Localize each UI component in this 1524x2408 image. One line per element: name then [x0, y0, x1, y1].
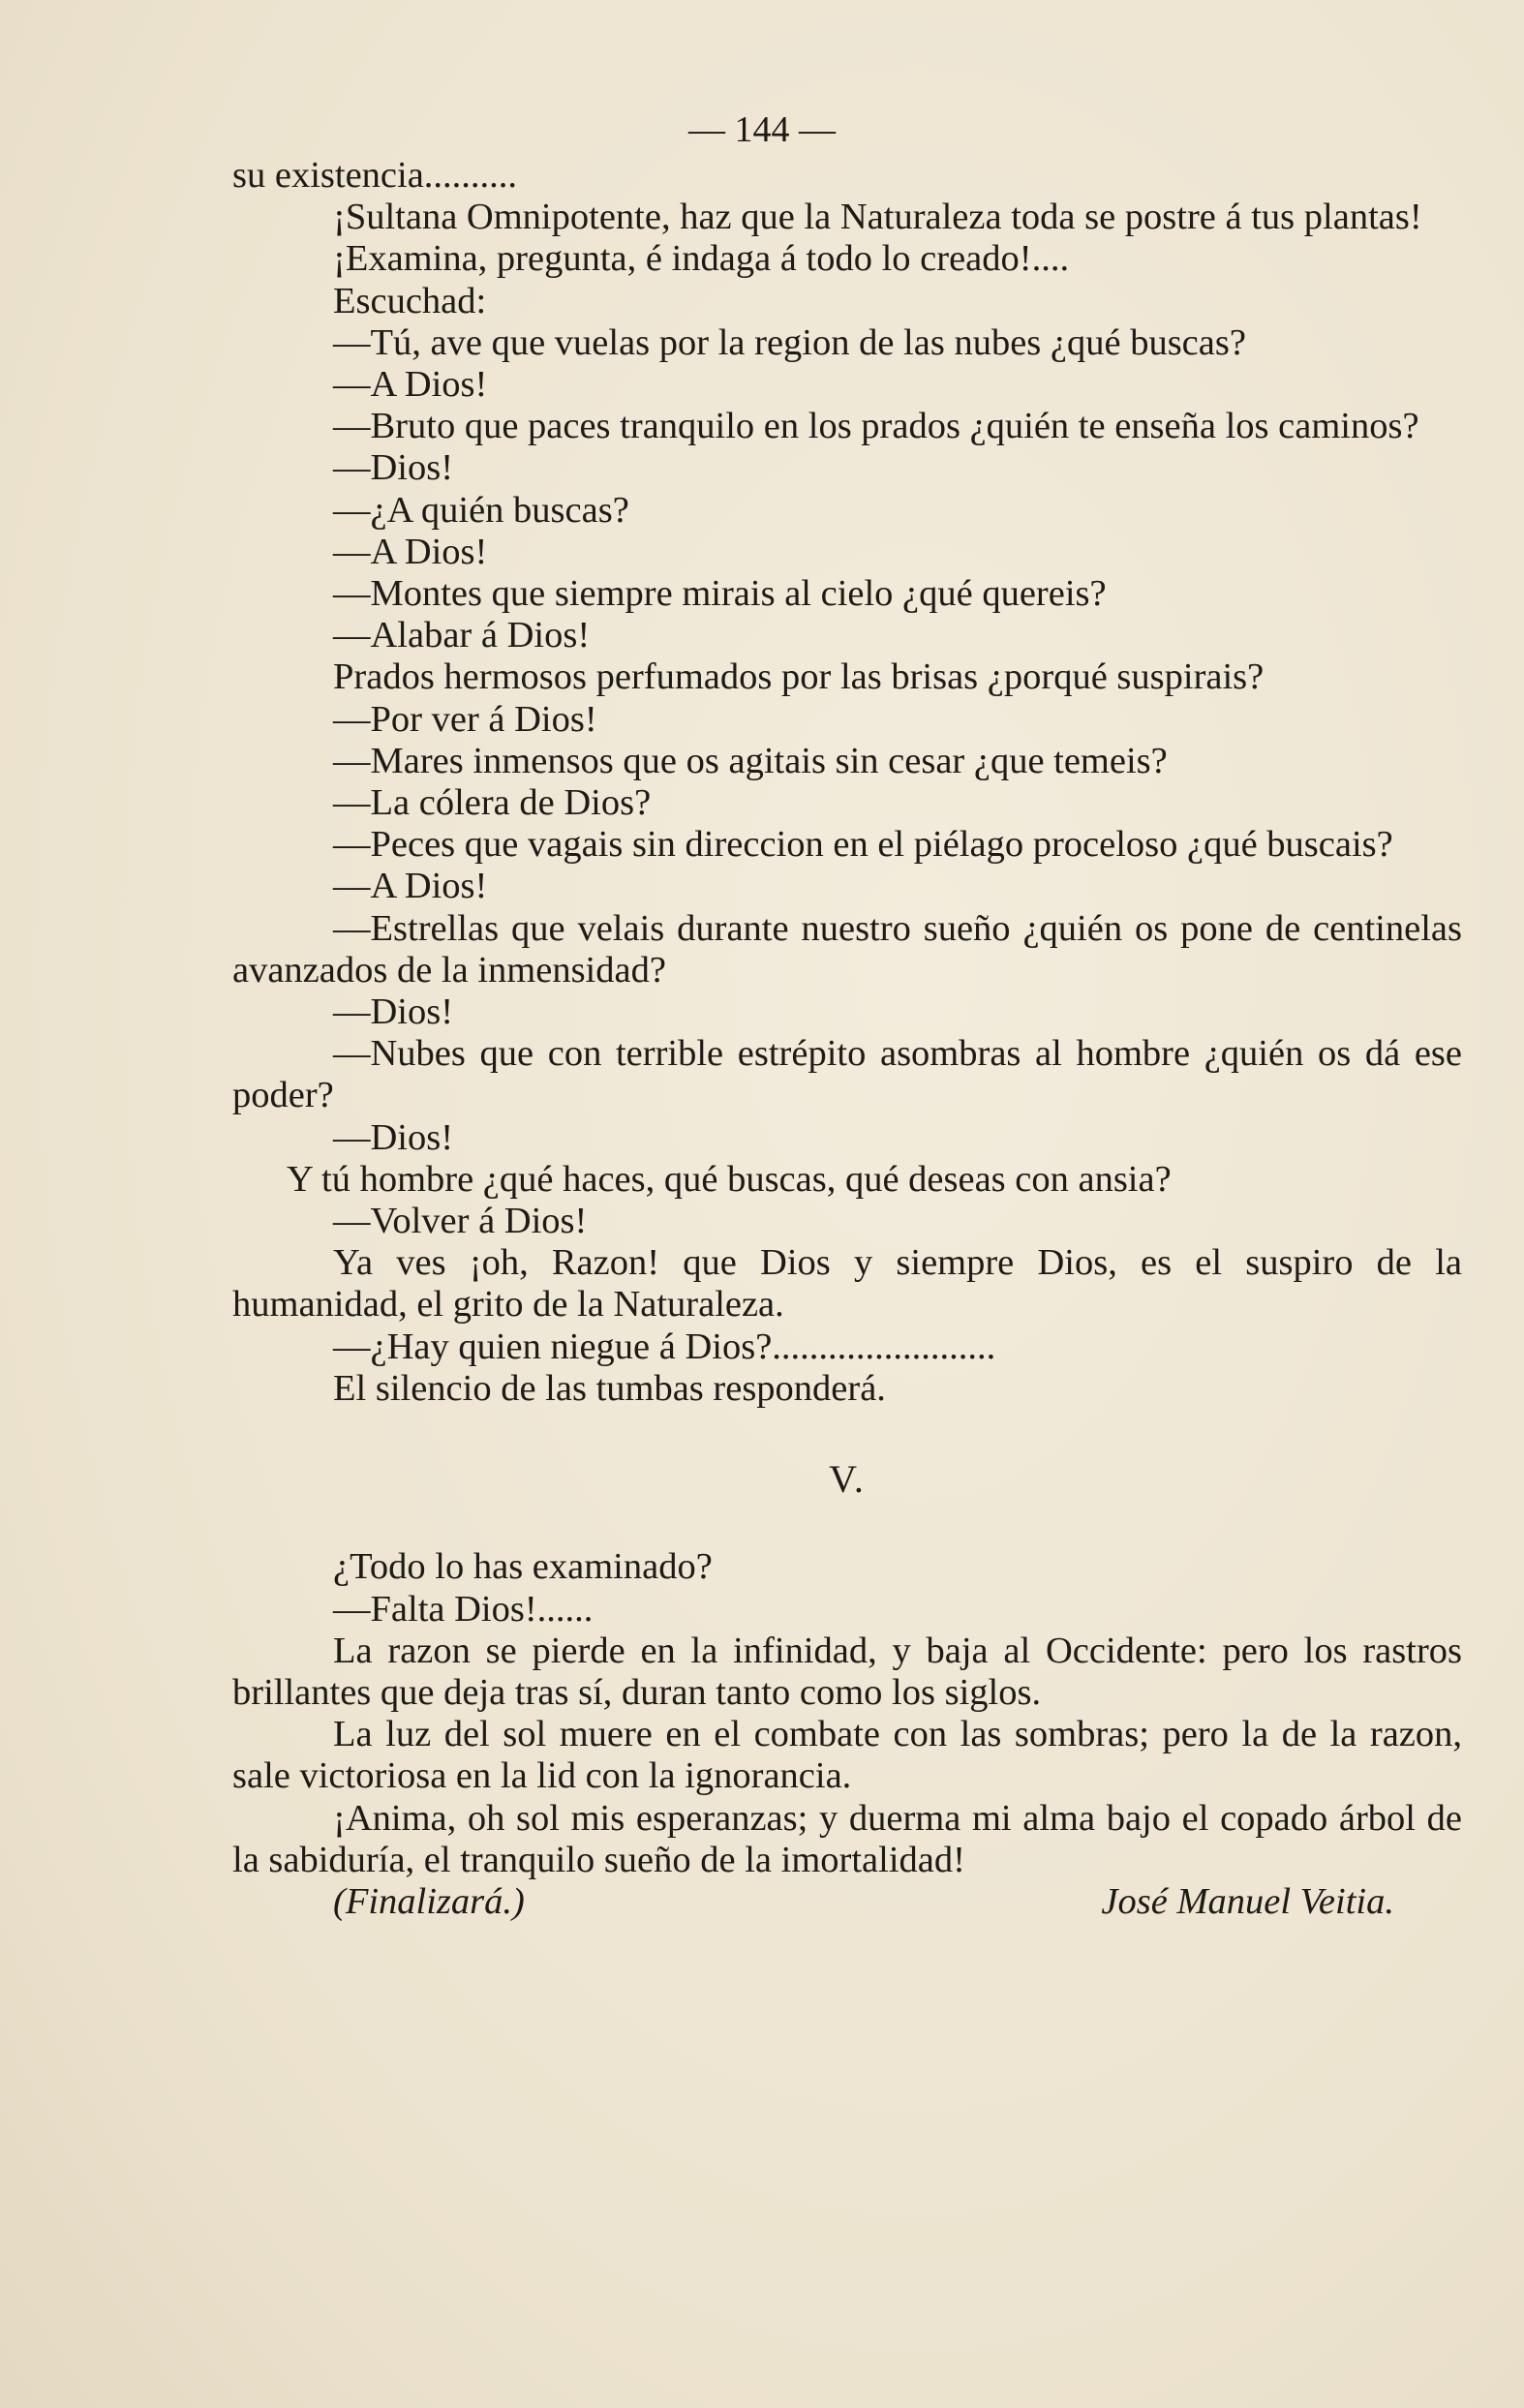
dialogue-line: —Peces que vagais sin direccion en el piélago proceloso ¿qué buscais? — [333, 824, 1393, 866]
page-number: — 144 — — [688, 109, 836, 150]
paragraph: ¡Anima, oh sol mis esperanzas; y duerma mi alma bajo el copado árbol de la sabiduría, el tranquilo sueño de la imortalidad! — [232, 1797, 1462, 1880]
dialogue-line: —Dios! — [333, 1116, 454, 1158]
dialogue-line: —Estrellas que velais durante nuestro sueño ¿quién os pone de centinelas avanzados de la inmensidad? — [232, 907, 1462, 991]
paragraph: su existencia.......... — [232, 155, 518, 196]
dialogue-line: ¿Todo lo has examinado? — [333, 1546, 713, 1588]
dialogue-line: —Nubes que con terrible estrépito asombras al hombre ¿quién os dá ese poder? — [232, 1033, 1462, 1116]
dialogue-line: —Falta Dios!...... — [333, 1588, 594, 1630]
dialogue-line: —A Dios! — [333, 364, 488, 406]
dialogue-line: —Volver á Dios! — [333, 1201, 588, 1242]
dialogue-line: —Por ver á Dios! — [333, 698, 597, 740]
closing-line — [232, 1881, 1462, 1923]
dialogue-line: —Mares inmensos que os agitais sin cesar ¿que temeis? — [333, 740, 1168, 781]
dialogue-line: Y tú hombre ¿qué haces, qué buscas, qué deseas con ansia? — [287, 1158, 1172, 1200]
section-heading: V. — [829, 1457, 866, 1502]
continuation-note: (Finalizará.) — [333, 1880, 525, 1922]
dialogue-line: —A Dios! — [333, 531, 488, 572]
dialogue-line: Prados hermosos perfumados por las brisas ¿porqué suspirais? — [333, 656, 1265, 698]
dialogue-line: —Montes que siempre mirais al cielo ¿qué quereis? — [333, 573, 1107, 615]
dialogue-line: —Bruto que paces tranquilo en los prados ¿quién te enseña los caminos? — [333, 406, 1419, 447]
body-text — [232, 155, 1462, 1923]
dialogue-line: —Tú, ave que vuelas por la region de las nubes ¿qué buscas? — [333, 321, 1246, 363]
dialogue-line: —Dios! — [333, 991, 454, 1033]
dialogue-line: —Dios! — [333, 447, 454, 489]
paragraph: ¡Sultana Omnipotente, haz que la Naturaleza toda se postre á tus plantas! — [333, 197, 1422, 238]
paragraph: ¡Examina, pregunta, é indaga á todo lo creado!.... — [333, 238, 1070, 280]
paragraph: La luz del sol muere en el combate con las sombras; pero la de la razon, sale victoriosa en la lid con la ignorancia. — [232, 1714, 1462, 1797]
paragraph: Ya ves ¡oh, Razon! que Dios y siempre Dios, es el suspiro de la humanidad, el grito de la Naturaleza. — [232, 1242, 1462, 1326]
dialogue-line: —¿Hay quien niegue á Dios?........................ — [333, 1326, 996, 1367]
paragraph: Escuchad: — [333, 280, 487, 321]
author-signature: José Manuel Veitia. — [1101, 1880, 1394, 1922]
dialogue-line: —A Dios! — [333, 866, 488, 907]
dialogue-line: —¿A quién buscas? — [333, 489, 629, 531]
dialogue-line: —La cólera de Dios? — [333, 782, 652, 824]
paragraph: La razon se pierde en la infinidad, y baja al Occidente: pero los rastros brillantes que deja tras sí, duran tanto como los siglos. — [232, 1630, 1462, 1713]
paragraph: El silencio de las tumbas responderá. — [333, 1367, 886, 1409]
dialogue-line: —Alabar á Dios! — [333, 615, 591, 656]
